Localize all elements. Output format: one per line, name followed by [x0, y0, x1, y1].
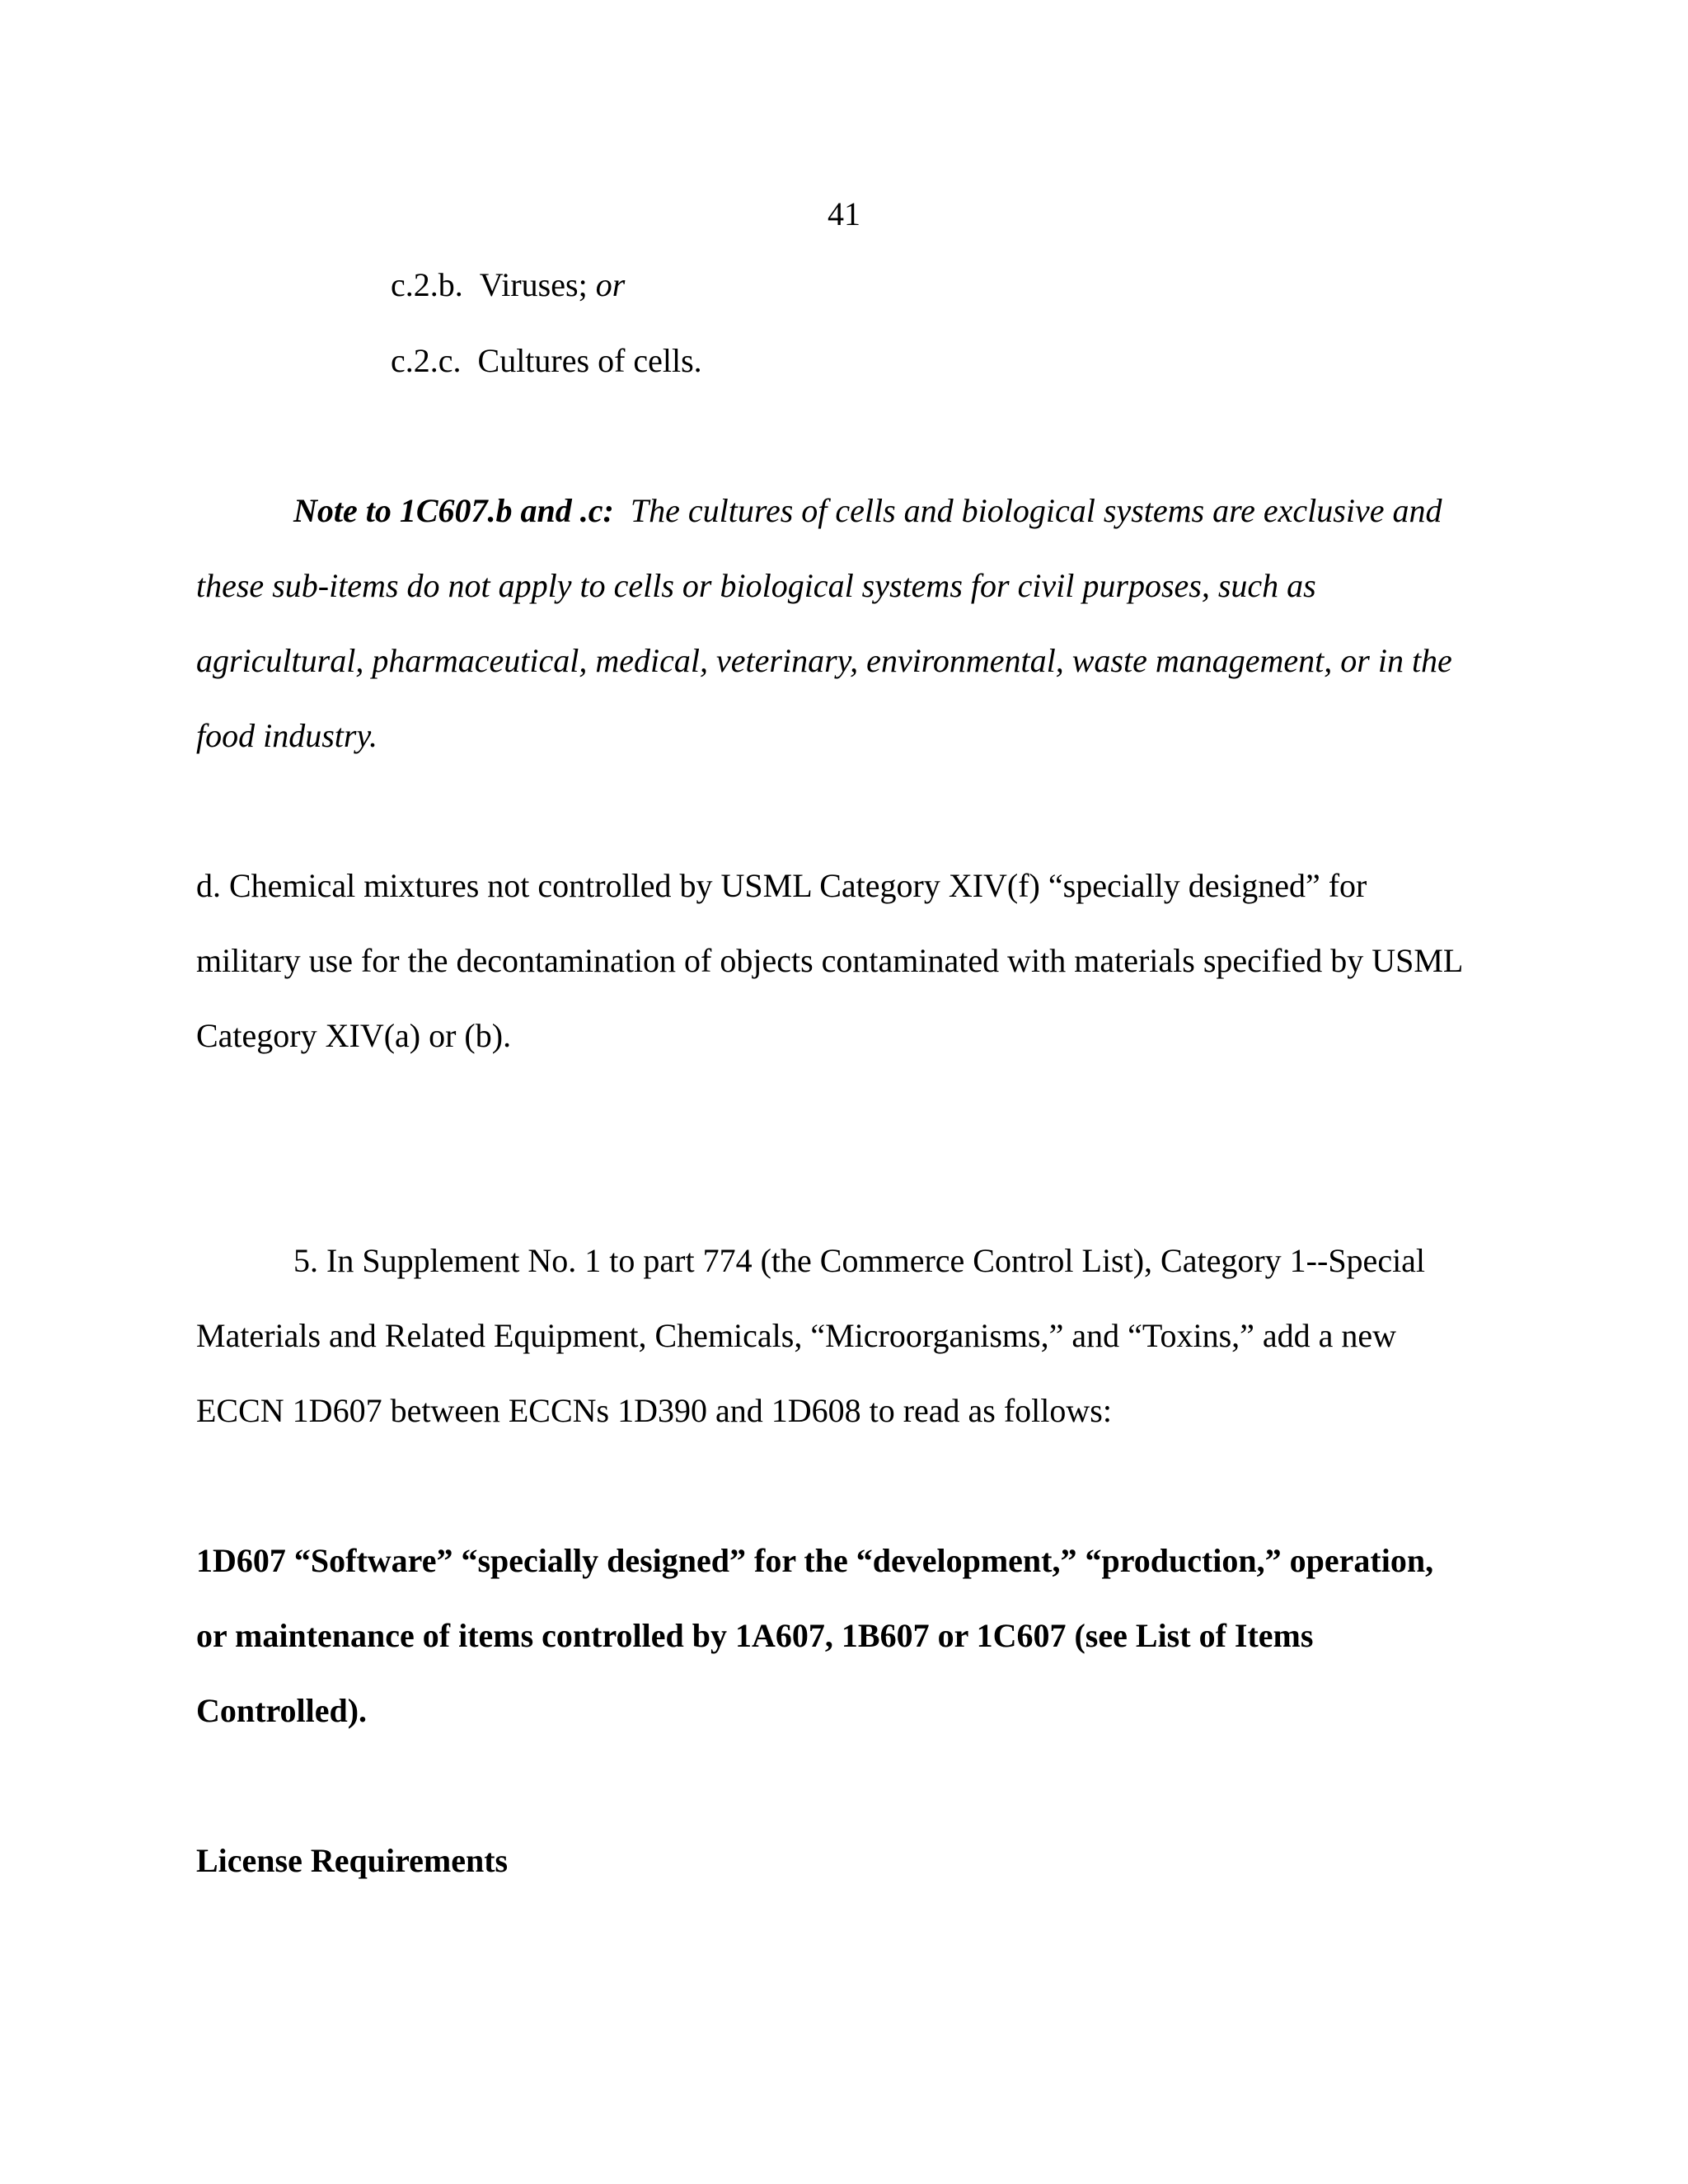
item-d-line: Category XIV(a) or (b).: [196, 1017, 512, 1054]
eccn-heading-line: Controlled).: [196, 1692, 368, 1729]
instruction-line: Materials and Related Equipment, Chemicals, “Microorganisms,” and “Toxins,” add a new: [196, 1317, 1397, 1354]
note-text: The cultures of cells and biological systems are exclusive and: [630, 492, 1442, 529]
item-d-line: d. Chemical mixtures not controlled by USML Category XIV(f) “specially designed” for: [196, 867, 1367, 904]
eccn-heading-line: 1D607 “Software” “specially designed” for the “development,” “production,” operation,: [196, 1542, 1434, 1579]
sub-item-label: c.2.c.: [391, 342, 462, 379]
instruction-line: 5. In Supplement No. 1 to part 774 (the Commerce Control List), Category 1--Special: [293, 1242, 1426, 1279]
note-line: [293, 491, 1442, 531]
note-line: agricultural, pharmaceutical, medical, veterinary, environmental, waste management, or in the: [196, 642, 1452, 679]
sub-item-text: Cultures of cells.: [477, 342, 702, 379]
sub-item-conjunction: or: [595, 266, 626, 303]
sub-item-text: Viruses;: [479, 266, 588, 303]
sub-item-c2c: [391, 341, 702, 381]
note-line: these sub-items do not apply to cells or biological systems for civil purposes, such as: [196, 567, 1316, 604]
instruction-line: ECCN 1D607 between ECCNs 1D390 and 1D608 to read as follows:: [196, 1392, 1112, 1429]
sub-item-label: c.2.b.: [391, 266, 463, 303]
note-line: food industry.: [196, 717, 378, 754]
section-heading: License Requirements: [196, 1842, 509, 1879]
item-d-line: military use for the decontamination of objects contaminated with materials specified by USML: [196, 942, 1464, 979]
sub-item-c2b: [391, 265, 625, 305]
page-number: 41: [828, 195, 860, 232]
note-lead: Note to 1C607.b and .c:: [293, 492, 614, 529]
eccn-heading-line: or maintenance of items controlled by 1A607, 1B607 or 1C607 (see List of Items: [196, 1617, 1314, 1654]
